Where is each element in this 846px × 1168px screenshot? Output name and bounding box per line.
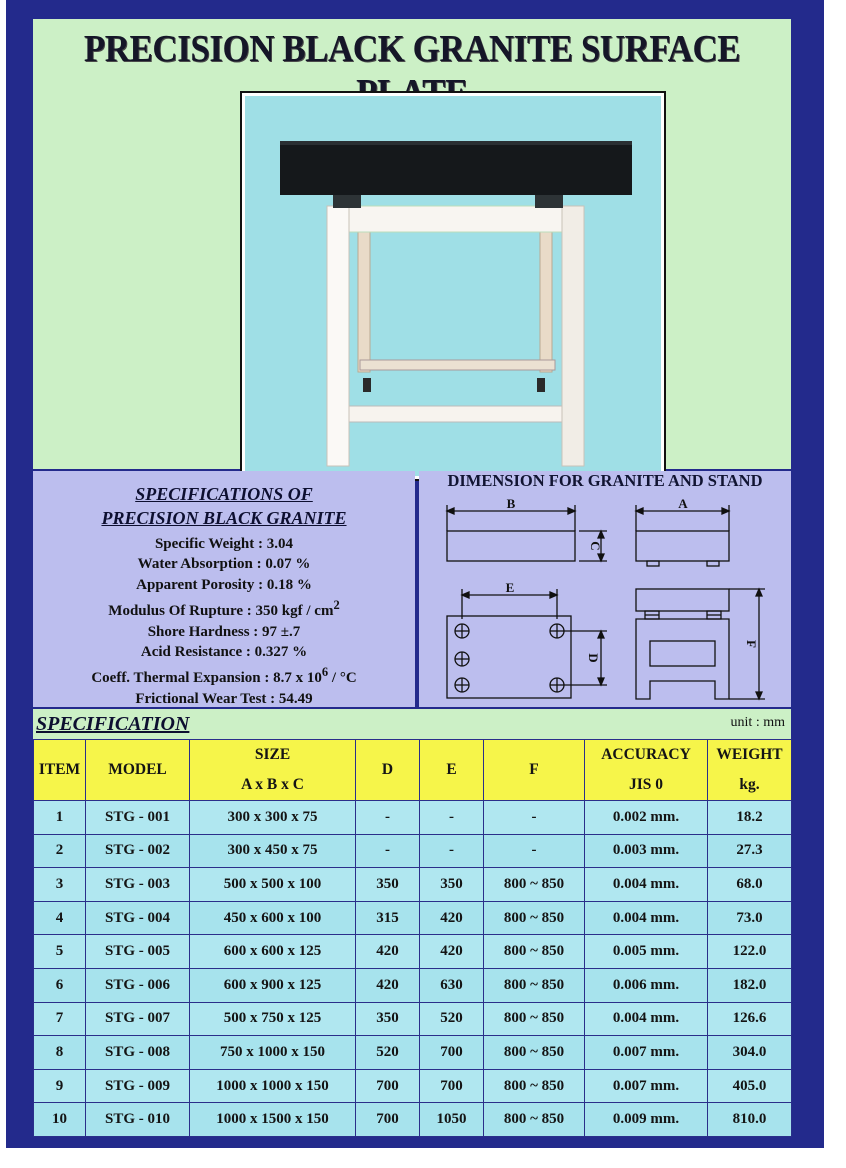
- cell-model: STG - 010: [86, 1103, 190, 1137]
- cell-d: 420: [356, 968, 420, 1002]
- cell-accuracy: 0.007 mm.: [585, 1069, 708, 1103]
- cell-f: 800 ~ 850: [484, 935, 585, 969]
- cell-weight: 405.0: [708, 1069, 792, 1103]
- table-row: [34, 801, 792, 835]
- header-weight-line2: kg.: [739, 776, 760, 793]
- cell-d: -: [356, 834, 420, 868]
- table-row: [34, 935, 792, 969]
- cell-e: -: [420, 801, 484, 835]
- dimension-title: DIMENSION FOR GRANITE AND STAND: [447, 471, 763, 490]
- cell-weight: 73.0: [708, 901, 792, 935]
- thermal-unit: / °C: [328, 670, 357, 687]
- cell-weight: 810.0: [708, 1103, 792, 1137]
- cell-e: 420: [420, 935, 484, 969]
- thermal-superscript: 6: [321, 665, 329, 680]
- cell-item: 3: [34, 868, 86, 902]
- cell-weight: 122.0: [708, 935, 792, 969]
- cell-d: 420: [356, 935, 420, 969]
- cell-size: 1000 x 1000 x 150: [190, 1069, 356, 1103]
- cell-model: STG - 003: [86, 868, 190, 902]
- thermal-text: Coeff. Thermal Expansion : 8.7 x 10: [91, 670, 322, 687]
- cell-model: STG - 007: [86, 1002, 190, 1036]
- dim-label-f: F: [744, 640, 759, 648]
- header-accuracy: [585, 740, 708, 801]
- property-frictional-wear: Frictional Wear Test : 54.49: [135, 690, 313, 707]
- header-accuracy-line2: JIS 0: [628, 776, 664, 793]
- product-photo: [245, 96, 661, 476]
- cell-model: STG - 002: [86, 834, 190, 868]
- cell-size: 300 x 450 x 75: [190, 834, 356, 868]
- table-row: [34, 1002, 792, 1036]
- cell-accuracy: 0.004 mm.: [585, 901, 708, 935]
- specification-label: SPECIFICATION: [36, 713, 190, 735]
- specification-bar: [33, 709, 791, 739]
- cell-size: 450 x 600 x 100: [190, 901, 356, 935]
- cell-model: STG - 004: [86, 901, 190, 935]
- cell-accuracy: 0.005 mm.: [585, 935, 708, 969]
- header-f: F: [484, 740, 585, 801]
- header-model: MODEL: [86, 740, 190, 801]
- property-water-absorption: Water Absorption : 0.07 %: [137, 556, 311, 573]
- property-shore-hardness: Shore Hardness : 97 ±.7: [147, 623, 301, 640]
- cell-d: 350: [356, 1002, 420, 1036]
- cell-weight: 304.0: [708, 1036, 792, 1070]
- header-d: D: [356, 740, 420, 801]
- cell-model: STG - 008: [86, 1036, 190, 1070]
- cell-d: 520: [356, 1036, 420, 1070]
- cell-size: 300 x 300 x 75: [190, 801, 356, 835]
- cell-size: 600 x 600 x 125: [190, 935, 356, 969]
- cell-weight: 182.0: [708, 968, 792, 1002]
- cell-d: -: [356, 801, 420, 835]
- cell-d: 350: [356, 868, 420, 902]
- cell-model: STG - 009: [86, 1069, 190, 1103]
- cell-accuracy: 0.004 mm.: [585, 868, 708, 902]
- cell-item: 7: [34, 1002, 86, 1036]
- cell-weight: 68.0: [708, 868, 792, 902]
- cell-weight: 126.6: [708, 1002, 792, 1036]
- property-thermal-expansion: [33, 662, 415, 688]
- unit-label: unit : mm: [730, 715, 785, 730]
- property-modulus-of-rupture: [33, 595, 415, 621]
- cell-model: STG - 001: [86, 801, 190, 835]
- cell-item: 8: [34, 1036, 86, 1070]
- cell-accuracy: 0.003 mm.: [585, 834, 708, 868]
- header-panel: [33, 19, 791, 469]
- header-item: ITEM: [34, 740, 86, 801]
- cell-item: 2: [34, 834, 86, 868]
- dim-label-d: D: [586, 653, 601, 663]
- table-row: [34, 1036, 792, 1070]
- page-title: PRECISION BLACK GRANITE SURFACE: [83, 28, 741, 70]
- cell-item: 5: [34, 935, 86, 969]
- specs-heading-line2: PRECISION BLACK GRANITE: [101, 508, 347, 528]
- cell-size: 1000 x 1500 x 150: [190, 1103, 356, 1137]
- header-size: [190, 740, 356, 801]
- cell-e: 700: [420, 1036, 484, 1070]
- product-photo-frame: [240, 91, 666, 481]
- modulus-superscript: 2: [333, 598, 340, 613]
- cell-f: 800 ~ 850: [484, 868, 585, 902]
- header-weight: [708, 740, 792, 801]
- table-header-row: [34, 740, 792, 801]
- cell-f: 800 ~ 850: [484, 1002, 585, 1036]
- cell-weight: 27.3: [708, 834, 792, 868]
- table-row: [34, 901, 792, 935]
- property-apparent-porosity: Apparent Porosity : 0.18 %: [136, 576, 312, 593]
- cell-f: 800 ~ 850: [484, 968, 585, 1002]
- property-specific-weight: Specific Weight : 3.04: [154, 536, 294, 552]
- cell-d: 315: [356, 901, 420, 935]
- cell-item: 9: [34, 1069, 86, 1103]
- table-body: [34, 801, 792, 1137]
- cell-e: 350: [420, 868, 484, 902]
- cell-e: -: [420, 834, 484, 868]
- header-weight-line1: WEIGHT: [716, 746, 783, 763]
- cell-item: 4: [34, 901, 86, 935]
- cell-f: 800 ~ 850: [484, 1103, 585, 1137]
- cell-accuracy: 0.004 mm.: [585, 1002, 708, 1036]
- cell-accuracy: 0.007 mm.: [585, 1036, 708, 1070]
- dim-label-e: E: [505, 580, 515, 595]
- cell-model: STG - 006: [86, 968, 190, 1002]
- table-row: [34, 968, 792, 1002]
- dimension-diagram: [419, 491, 791, 707]
- cell-e: 420: [420, 901, 484, 935]
- specification-table: [33, 739, 792, 1137]
- header-accuracy-line1: ACCURACY: [601, 746, 691, 763]
- dim-label-c: C: [588, 541, 603, 551]
- header-size-line2: A x B x C: [241, 776, 304, 793]
- dim-label-b: B: [506, 496, 516, 511]
- cell-e: 1050: [420, 1103, 484, 1137]
- cell-e: 520: [420, 1002, 484, 1036]
- cell-f: 800 ~ 850: [484, 1069, 585, 1103]
- cell-f: 800 ~ 850: [484, 901, 585, 935]
- table-row: [34, 834, 792, 868]
- header-size-line1: SIZE: [254, 746, 291, 763]
- cell-item: 6: [34, 968, 86, 1002]
- cell-accuracy: 0.006 mm.: [585, 968, 708, 1002]
- dim-label-a: A: [678, 496, 688, 511]
- modulus-text: Modulus Of Rupture : 350 kgf / cm: [108, 603, 334, 620]
- cell-f: -: [484, 834, 585, 868]
- cell-f: -: [484, 801, 585, 835]
- cell-d: 700: [356, 1069, 420, 1103]
- specs-heading-line1: SPECIFICATIONS OF: [135, 484, 313, 504]
- property-list: [33, 534, 415, 709]
- cell-size: 750 x 1000 x 150: [190, 1036, 356, 1070]
- granite-plate-on-stand-illustration: [245, 96, 661, 476]
- cell-model: STG - 005: [86, 935, 190, 969]
- cell-f: 800 ~ 850: [484, 1036, 585, 1070]
- cell-size: 600 x 900 x 125: [190, 968, 356, 1002]
- table-row: [34, 1103, 792, 1137]
- cell-d: 700: [356, 1103, 420, 1137]
- cell-item: 10: [34, 1103, 86, 1137]
- cell-accuracy: 0.002 mm.: [585, 801, 708, 835]
- property-acid-resistance: Acid Resistance : 0.327 %: [140, 644, 308, 661]
- dimension-panel: [419, 471, 791, 707]
- cell-e: 700: [420, 1069, 484, 1103]
- page-frame: [6, 0, 824, 1148]
- granite-specifications-panel: [33, 471, 415, 707]
- header-e: E: [420, 740, 484, 801]
- cell-item: 1: [34, 801, 86, 835]
- cell-weight: 18.2: [708, 801, 792, 835]
- table-row: [34, 1069, 792, 1103]
- cell-size: 500 x 750 x 125: [190, 1002, 356, 1036]
- cell-e: 630: [420, 968, 484, 1002]
- cell-size: 500 x 500 x 100: [190, 868, 356, 902]
- table-row: [34, 868, 792, 902]
- cell-accuracy: 0.009 mm.: [585, 1103, 708, 1137]
